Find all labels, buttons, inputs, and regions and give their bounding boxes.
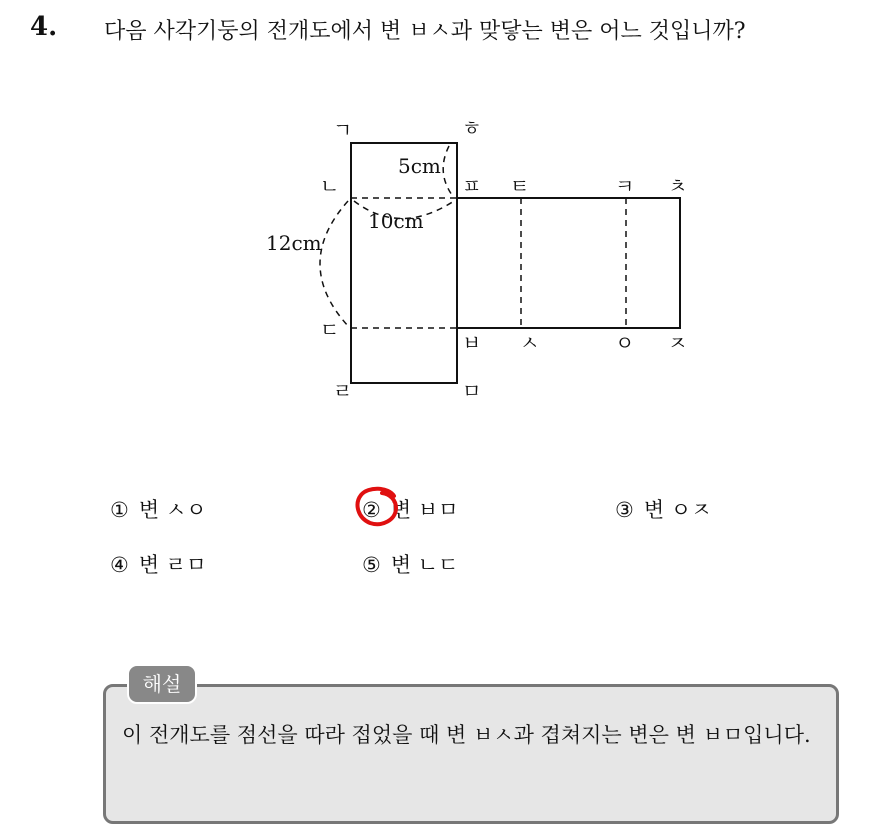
choice-1[interactable] [110,494,206,524]
vertex-label: ㅅ [520,331,540,355]
net-side-faces-outline [457,198,680,328]
arc-12cm [320,201,348,326]
question-number: 4. [30,12,58,42]
vertex-label: ㄴ [320,174,340,198]
choice-4[interactable] [110,549,206,579]
vertex-label: ㄷ [320,318,340,342]
choice-number: ④ [110,553,129,577]
vertex-label: ㅊ [668,174,688,198]
choice-text: 변 ㅅㅇ [138,498,207,522]
choice-text: 변 ㅇㅈ [643,498,712,522]
measure-5cm-label: 5cm [398,154,441,178]
choice-5[interactable] [362,549,458,579]
choice-number: ③ [615,498,634,522]
arc-5cm [443,146,452,195]
vertex-label: ㅈ [668,331,688,355]
choice-3[interactable] [615,494,711,524]
measure-12cm-label: 12cm [266,231,322,255]
vertex-label: ㅋ [615,174,635,198]
vertex-label: ㅂ [462,331,482,355]
answer-circle-mark [354,484,402,528]
choice-number: ⑤ [362,553,381,577]
choice-text: 변 ㄴㄷ [390,553,459,577]
vertex-label: ㅌ [510,174,530,198]
vertex-label: ㅇ [615,331,635,355]
choice-text: 변 ㅂㅁ [390,498,459,522]
choice-number: ① [110,498,129,522]
question-text: 다음 사각기둥의 전개도에서 변 ㅂㅅ과 맞닿는 변은 어느 것입니까? [104,19,746,44]
net-left-face-outline [351,143,457,383]
vertex-label: ㅎ [462,116,482,140]
vertex-label: ㅁ [462,379,482,403]
explanation-label: 해설 [127,664,197,704]
vertex-label: ㅍ [462,174,482,198]
measure-10cm-label: 10cm [368,209,424,233]
vertex-label: ㄹ [333,379,353,403]
choice-number: ② [362,498,381,522]
explanation-box [103,684,839,824]
choice-text: 변 ㄹㅁ [138,553,207,577]
explanation-text: 이 전개도를 점선을 따라 접었을 때 변 ㅂㅅ과 겹쳐지는 변은 변 ㅂㅁ입니다. [122,723,811,747]
vertex-label: ㄱ [333,118,353,142]
